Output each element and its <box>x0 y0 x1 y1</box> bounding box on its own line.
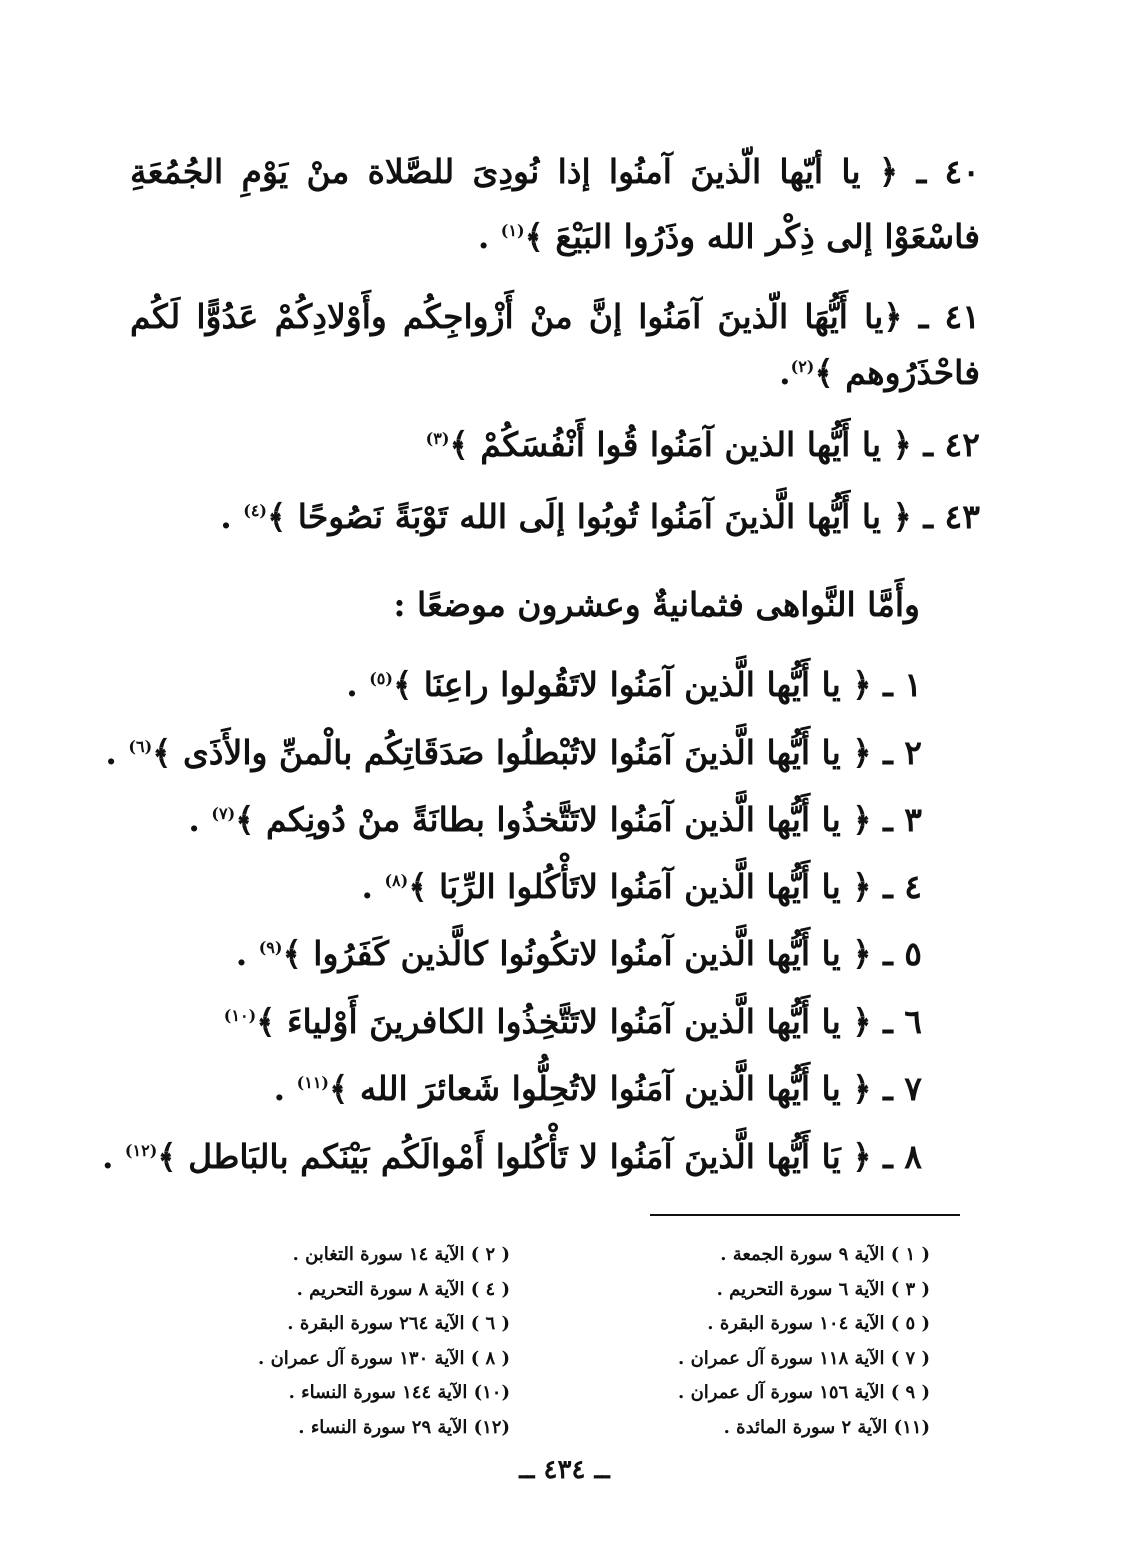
footnote-6: ( ٦ ) الآية ٢٦٤ سورة البقرة . <box>287 1313 510 1334</box>
prohibition-6: ٦ ـ ﴿ يا أَيُّها الَّذين آمَنُوا لاتَتَّخِذُوا الكافرينَ أَوْلياءَ ﴾$^{(١٠)}$ <box>223 1002 922 1041</box>
text-line-4: فاحْذَرُوهم ﴾$^{(٢)}$. <box>779 353 980 392</box>
footnotes-right-column <box>650 1238 930 1445</box>
prohibition-8: ٨ ـ ﴿ يَا أَيُّها الَّذينَ آمَنُوا لا تَأْكُلوا أَمْوالَكُم بَيْنَكم بالبَاطل ﴾$^{(١٢)}$ . <box>101 1137 922 1176</box>
footnote-8: ( ٨ ) الآية ١٣٠ سورة آل عمران . <box>258 1347 510 1369</box>
prohibition-2: ٢ ـ ﴿ يا أَيُّها الَّذينَ آمَنُوا لاتُبْطلُوا صَدَقَاتِكُم بالْمنِّ والأَذَى ﴾$^{(٦)}$ . <box>105 733 922 772</box>
footnote-ref-12[interactable]: (١٢) <box>124 1141 158 1160</box>
footnote-ref-6[interactable]: (٦) <box>128 737 153 756</box>
footnote-4: ( ٤ ) الآية ٨ سورة التحريم . <box>296 1278 510 1300</box>
footnote-ref-1[interactable]: (١) <box>500 221 525 240</box>
footnote-ref-11[interactable]: (١١) <box>296 1073 329 1092</box>
footnote-1: ( ١ ) الآية ٩ سورة الجمعة . <box>720 1244 930 1265</box>
footnote-divider <box>650 1214 960 1216</box>
footnote-ref-9[interactable]: (٩) <box>258 938 283 957</box>
footnote-ref-3[interactable]: (٣) <box>425 429 450 448</box>
footnote-ref-2[interactable]: (٢) <box>790 357 815 376</box>
footnote-5: ( ٥ ) الآية ١٠٤ سورة البقرة . <box>707 1313 930 1334</box>
prohibition-5: ٥ ـ ﴿ يا أَيُّها الَّذين آمنُوا لاتكُونُوا كالَّذين كَفَرُوا ﴾$^{(٩)}$ . <box>235 934 922 973</box>
footnote-ref-8[interactable]: (٨) <box>384 871 409 890</box>
text-line-1: ٤٠ ـ ﴿ يا أيّها الّذينَ آمنُوا إذا نُودِىَ للصَّلاة منْ يَوْمِ الجُمُعَةِ <box>130 152 980 191</box>
page-number: ــ ٤٣٤ ــ <box>519 1455 610 1485</box>
footnote-3: ( ٣ ) الآية ٦ سورة التحريم . <box>716 1278 930 1300</box>
footnote-ref-4[interactable]: (٤) <box>243 501 267 520</box>
footnote-ref-7[interactable]: (٧) <box>211 804 236 823</box>
footnotes-left-column <box>230 1238 510 1445</box>
prohibition-1: ١ ـ ﴿ يا أَيُّها الَّذين آمَنُوا لاتَقُولوا راعِنَا ﴾$^{(٥)}$ . <box>346 665 922 704</box>
text-line-5: ٤٢ ـ ﴿ يا أَيُّها الذين آمَنُوا قُوا أَنْفُسَكُمْ ﴾$^{(٣)}$ <box>425 425 980 464</box>
text-line-6: ٤٣ ـ ﴿ يا أَيُّها الَّذينَ آمَنُوا تُوبُوا إلَى الله تَوْبَةً نَصُوحًا ﴾$^{(٤)}$ . <box>220 497 980 536</box>
footnote-10: (١٠) الآية ١٤٤ سورة النساء . <box>288 1382 510 1403</box>
footnote-11: (١١) الآية ٢ سورة المائدة . <box>723 1416 930 1438</box>
section-intro: وأَمَّا النَّواهى فثمانيةٌ وعشرون موضعًا : <box>393 585 920 624</box>
prohibition-3: ٣ ـ ﴿ يا أَيُّها الَّذين آمَنُوا لاتَتَّخذُوا بطانَةً منْ دُونِكم ﴾$^{(٧)}$ . <box>188 800 922 839</box>
text-line-2: فاسْعَوْا إلى ذِكْر الله وذَرُوا البَيْعَ ﴾$^{(١)}$ . <box>477 217 980 256</box>
text-line-3: ٤١ ـ ﴿يا أَيُّهَا الّذينَ آمَنُوا إنَّ منْ أَزْواجِكُم وأَوْلادِكُمْ عَدُوًّا لَكُم <box>130 297 980 336</box>
footnote-ref-5[interactable]: (٥) <box>369 669 393 688</box>
footnote-7: ( ٧ ) الآية ١١٨ سورة آل عمران . <box>678 1347 930 1369</box>
footnote-2: ( ٢ ) الآية ١٤ سورة التغابن . <box>292 1244 510 1265</box>
footnote-ref-10[interactable]: (١٠) <box>223 1006 257 1025</box>
prohibition-4: ٤ ـ ﴿ يا أَيُّها الَّذين آمَنُوا لاتَأْكُلوا الرِّبَا ﴾$^{(٨)}$ . <box>361 867 922 906</box>
prohibition-7: ٧ ـ ﴿ يا أَيُّها الَّذين آمَنُوا لاتُحِلُّوا شَعائرَ الله ﴾$^{(١١)}$ . <box>273 1069 922 1108</box>
footnote-9: ( ٩ ) الآية ١٥٦ سورة آل عمران . <box>678 1382 930 1403</box>
footnote-12: (١٢) الآية ٢٩ سورة النساء . <box>298 1416 510 1438</box>
